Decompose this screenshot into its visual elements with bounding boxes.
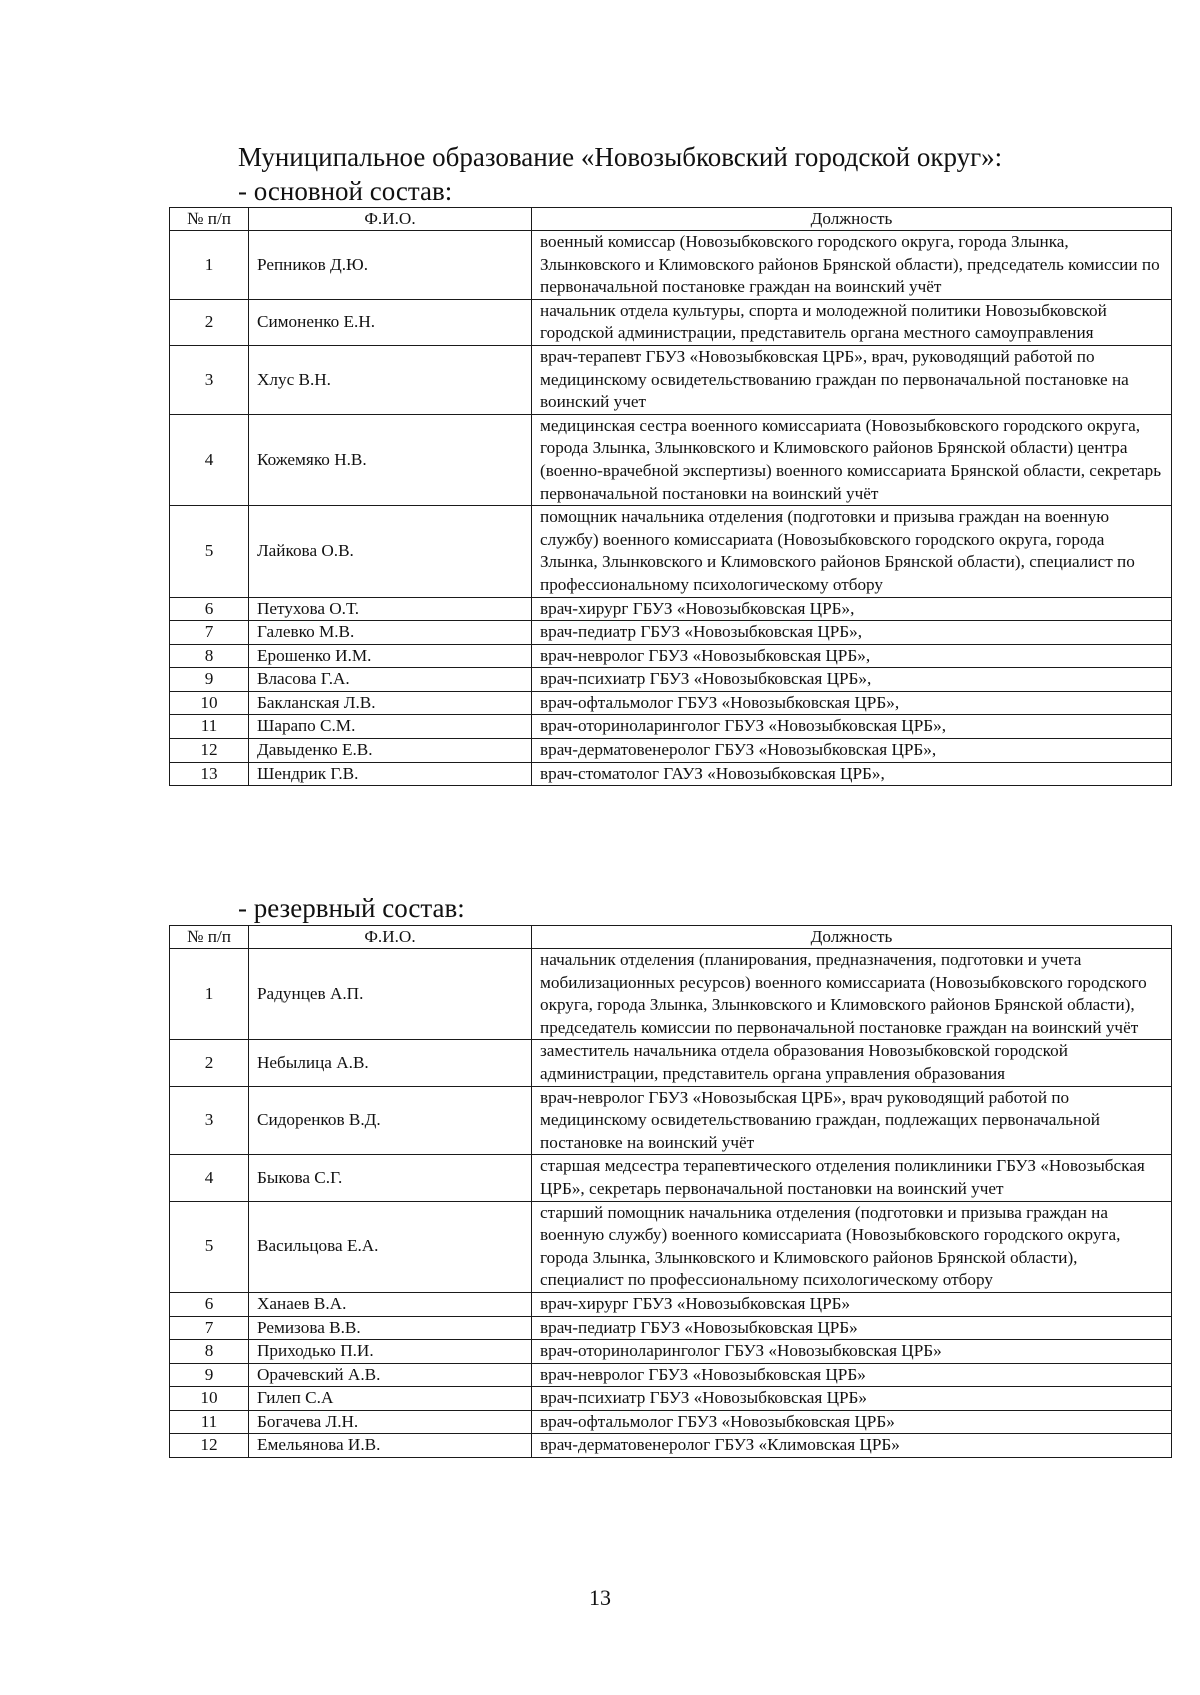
table-row bbox=[170, 1410, 1172, 1434]
position-cell: врач-психиатр ГБУЗ «Новозыбковская ЦРБ», bbox=[532, 668, 1172, 692]
row-number-cell: 1 bbox=[170, 231, 249, 300]
table-row bbox=[170, 506, 1172, 597]
column-header-number: № п/п bbox=[170, 926, 249, 949]
row-number-cell: 8 bbox=[170, 644, 249, 668]
table-row bbox=[170, 299, 1172, 345]
row-number-cell: 4 bbox=[170, 414, 249, 505]
position-cell: врач-хирург ГБУЗ «Новозыбковская ЦРБ», bbox=[532, 597, 1172, 621]
main-composition-table bbox=[169, 207, 1172, 786]
name-cell: Небылица А.В. bbox=[249, 1040, 532, 1086]
table-row bbox=[170, 1086, 1172, 1155]
position-cell: заместитель начальника отдела образования Новозыбковской городской администрации, представитель органа управления образования bbox=[532, 1040, 1172, 1086]
row-number-cell: 6 bbox=[170, 597, 249, 621]
table-row bbox=[170, 1292, 1172, 1316]
table-row bbox=[170, 1434, 1172, 1458]
name-cell: Давыденко Е.В. bbox=[249, 739, 532, 763]
column-header-position: Должность bbox=[532, 208, 1172, 231]
row-number-cell: 7 bbox=[170, 1316, 249, 1340]
name-cell: Сидоренков В.Д. bbox=[249, 1086, 532, 1155]
name-cell: Шарапо С.М. bbox=[249, 715, 532, 739]
position-cell: врач-невролог ГБУЗ «Новозыбская ЦРБ», врач руководящий работой по медицинскому освидетельствованию граждан, подлежащих первоначальной постановке на воинский учёт bbox=[532, 1086, 1172, 1155]
table-row bbox=[170, 715, 1172, 739]
page-number: 13 bbox=[589, 1585, 611, 1610]
row-number-cell: 2 bbox=[170, 1040, 249, 1086]
table-row bbox=[170, 1387, 1172, 1411]
row-number-cell: 10 bbox=[170, 691, 249, 715]
table-row bbox=[170, 1316, 1172, 1340]
row-number-cell: 10 bbox=[170, 1387, 249, 1411]
position-cell: врач-оториноларинголог ГБУЗ «Новозыбковская ЦРБ» bbox=[532, 1340, 1172, 1364]
name-cell: Кожемяко Н.В. bbox=[249, 414, 532, 505]
table-row bbox=[170, 1201, 1172, 1292]
position-cell: врач-стоматолог ГАУЗ «Новозыбковская ЦРБ», bbox=[532, 762, 1172, 786]
table-header-row bbox=[170, 208, 1172, 231]
position-cell: старшая медсестра терапевтического отделения поликлиники ГБУЗ «Новозыбская ЦРБ», секретарь первоначальной постановки на воинский учет bbox=[532, 1155, 1172, 1201]
row-number-cell: 2 bbox=[170, 299, 249, 345]
main-composition-label: - основной состав: bbox=[238, 176, 453, 206]
table-row bbox=[170, 739, 1172, 763]
position-cell: врач-терапевт ГБУЗ «Новозыбковская ЦРБ», врач, руководящий работой по медицинскому освидетельствованию граждан по первоначальной постановке на воинский учет bbox=[532, 345, 1172, 414]
position-cell: врач-хирург ГБУЗ «Новозыбковская ЦРБ» bbox=[532, 1292, 1172, 1316]
position-cell: врач-офтальмолог ГБУЗ «Новозыбковская ЦРБ», bbox=[532, 691, 1172, 715]
row-number-cell: 8 bbox=[170, 1340, 249, 1364]
position-cell: врач-психиатр ГБУЗ «Новозыбковская ЦРБ» bbox=[532, 1387, 1172, 1411]
position-cell: врач-оториноларинголог ГБУЗ «Новозыбковская ЦРБ», bbox=[532, 715, 1172, 739]
name-cell: Шендрик Г.В. bbox=[249, 762, 532, 786]
position-cell: начальник отдела культуры, спорта и молодежной политики Новозыбковской городской администрации, представитель органа местного самоуправления bbox=[532, 299, 1172, 345]
table-row bbox=[170, 644, 1172, 668]
name-cell: Ремизова В.В. bbox=[249, 1316, 532, 1340]
column-header-name: Ф.И.О. bbox=[249, 926, 532, 949]
table-row bbox=[170, 668, 1172, 692]
reserve-composition-table bbox=[169, 925, 1172, 1458]
name-cell: Бакланская Л.В. bbox=[249, 691, 532, 715]
position-cell: врач-невролог ГБУЗ «Новозыбковская ЦРБ», bbox=[532, 644, 1172, 668]
position-cell: врач-офтальмолог ГБУЗ «Новозыбковская ЦРБ» bbox=[532, 1410, 1172, 1434]
row-number-cell: 1 bbox=[170, 949, 249, 1040]
name-cell: Быкова С.Г. bbox=[249, 1155, 532, 1201]
row-number-cell: 3 bbox=[170, 1086, 249, 1155]
name-cell: Приходько П.И. bbox=[249, 1340, 532, 1364]
name-cell: Симоненко Е.Н. bbox=[249, 299, 532, 345]
name-cell: Галевко М.В. bbox=[249, 621, 532, 645]
row-number-cell: 13 bbox=[170, 762, 249, 786]
position-cell: помощник начальника отделения (подготовки и призыва граждан на военную службу) военного комиссариата (Новозыбковского городского округа, города Злынка, Злынковского и Климовского районов Брянской области), специалист по профессиональному психологическому отбору bbox=[532, 506, 1172, 597]
row-number-cell: 12 bbox=[170, 1434, 249, 1458]
name-cell: Ханаев В.А. bbox=[249, 1292, 532, 1316]
table-row bbox=[170, 762, 1172, 786]
name-cell: Хлус В.Н. bbox=[249, 345, 532, 414]
name-cell: Гилеп С.А bbox=[249, 1387, 532, 1411]
name-cell: Радунцев А.П. bbox=[249, 949, 532, 1040]
position-cell: врач-дерматовенеролог ГБУЗ «Новозыбковская ЦРБ», bbox=[532, 739, 1172, 763]
table-row bbox=[170, 345, 1172, 414]
table-header-row bbox=[170, 926, 1172, 949]
column-header-number: № п/п bbox=[170, 208, 249, 231]
position-cell: врач-педиатр ГБУЗ «Новозыбковская ЦРБ» bbox=[532, 1316, 1172, 1340]
name-cell: Петухова О.Т. bbox=[249, 597, 532, 621]
position-cell: старший помощник начальника отделения (подготовки и призыва граждан на военную службу) военного комиссариата (Новозыбковского городского округа, города Злынка, Злынковского и Климовского районов Брянской области), специалист по профессиональному психологическому отбору bbox=[532, 1201, 1172, 1292]
position-cell: медицинская сестра военного комиссариата (Новозыбковского городского округа, города Злынка, Злынковского и Климовского районов Брянской области) центра (военно-врачебной экспертизы) военного комиссариата Брянской области, секретарь первоначальной постановки на воинский учёт bbox=[532, 414, 1172, 505]
position-cell: военный комиссар (Новозыбковского городского округа, города Злынка, Злынковского и Климовского районов Брянской области), председатель комиссии по первоначальной постановке граждан на воинский учёт bbox=[532, 231, 1172, 300]
name-cell: Ерошенко И.М. bbox=[249, 644, 532, 668]
row-number-cell: 11 bbox=[170, 1410, 249, 1434]
row-number-cell: 3 bbox=[170, 345, 249, 414]
name-cell: Лайкова О.В. bbox=[249, 506, 532, 597]
table-row bbox=[170, 621, 1172, 645]
reserve-composition-label: - резервный состав: bbox=[238, 893, 465, 923]
row-number-cell: 7 bbox=[170, 621, 249, 645]
row-number-cell: 9 bbox=[170, 1363, 249, 1387]
name-cell: Орачевский А.В. bbox=[249, 1363, 532, 1387]
position-cell: врач-дерматовенеролог ГБУЗ «Климовская ЦРБ» bbox=[532, 1434, 1172, 1458]
table-row bbox=[170, 691, 1172, 715]
name-cell: Репников Д.Ю. bbox=[249, 231, 532, 300]
position-cell: врач-педиатр ГБУЗ «Новозыбковская ЦРБ», bbox=[532, 621, 1172, 645]
document-title: Муниципальное образование «Новозыбковский городской округ»: bbox=[238, 142, 1003, 172]
position-cell: врач-невролог ГБУЗ «Новозыбковская ЦРБ» bbox=[532, 1363, 1172, 1387]
name-cell: Богачева Л.Н. bbox=[249, 1410, 532, 1434]
row-number-cell: 4 bbox=[170, 1155, 249, 1201]
table-row bbox=[170, 1340, 1172, 1364]
row-number-cell: 11 bbox=[170, 715, 249, 739]
name-cell: Емельянова И.В. bbox=[249, 1434, 532, 1458]
table-row bbox=[170, 231, 1172, 300]
row-number-cell: 12 bbox=[170, 739, 249, 763]
column-header-name: Ф.И.О. bbox=[249, 208, 532, 231]
column-header-position: Должность bbox=[532, 926, 1172, 949]
name-cell: Власова Г.А. bbox=[249, 668, 532, 692]
row-number-cell: 9 bbox=[170, 668, 249, 692]
row-number-cell: 5 bbox=[170, 1201, 249, 1292]
table-row bbox=[170, 949, 1172, 1040]
row-number-cell: 6 bbox=[170, 1292, 249, 1316]
row-number-cell: 5 bbox=[170, 506, 249, 597]
table-row bbox=[170, 1155, 1172, 1201]
table-row bbox=[170, 597, 1172, 621]
table-row bbox=[170, 1040, 1172, 1086]
name-cell: Васильцова Е.А. bbox=[249, 1201, 532, 1292]
table-row bbox=[170, 1363, 1172, 1387]
table-row bbox=[170, 414, 1172, 505]
position-cell: начальник отделения (планирования, предназначения, подготовки и учета мобилизационных ресурсов) военного комиссариата (Новозыбковского городского округа, города Злынка, Злынковского и Климовского районов Брянской области), председатель комиссии по первоначальной постановке граждан на воинский учёт bbox=[532, 949, 1172, 1040]
